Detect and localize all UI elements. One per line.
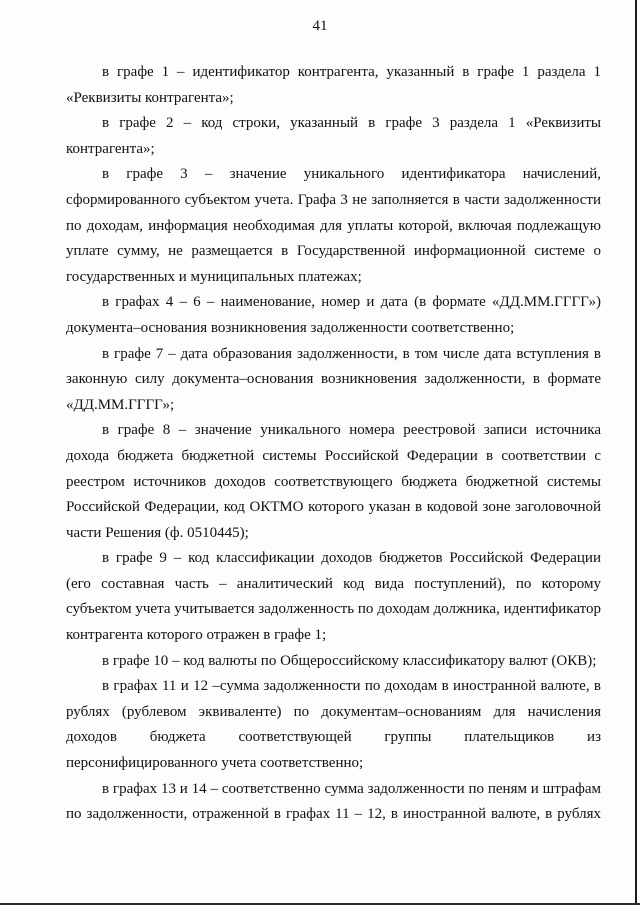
paragraph-graphs-13-14: в графах 13 и 14 – соответственно сумма задолженности по пеням и штрафам по задолженности, отраженной в графах 11 – 12, в иностранной валюте, в рублях: [66, 780, 601, 823]
paragraph-graph-10: в графе 10 – код валюты по Общероссийскому классификатору валют (ОКВ);: [102, 652, 597, 669]
paragraph-graph-8: в графе 8 – значение уникального номера реестровой записи источника дохода бюджета бюджетной системы Российской Федерации в соответствии с реестром источников доходов соответствующего бюджета бюджетной системы Российской Федерации, код ОКТМО которого указан в кодовой зоне заголовочной части Решения (ф. 0510445);: [66, 422, 601, 541]
paragraph-graph-2: в графе 2 – код строки, указанный в графе 3 раздела 1 «Реквизиты контрагента»;: [66, 115, 601, 157]
paragraph-graph-1: в графе 1 – идентификатор контрагента, указанный в графе 1 раздела 1 «Реквизиты контрагента»;: [66, 64, 601, 106]
page-number: 41: [312, 18, 328, 34]
scan-edge-right: [635, 0, 637, 905]
paragraph-graphs-11-12: в графах 11 и 12 –сумма задолженности по доходам в иностранной валюте, в рублях (рублевом эквиваленте) по документам–основаниям для начисления доходов бюджета соответствующей группы плательщиков из персонифицированного учета соответственно;: [66, 678, 601, 772]
document-body: [66, 60, 601, 828]
paragraph-graph-3: в графе 3 – значение уникального идентификатора начислений, сформированного субъектом учета. Графа 3 не заполняется в части задолженности по доходам, информация необходимая для уплаты которой, включая подлежащую уплате сумму, не размещается в Государственной информационной системе о государственных и муниципальных платежах;: [66, 166, 601, 285]
paragraph-graphs-4-6: в графах 4 – 6 – наименование, номер и дата (в формате «ДД.ММ.ГГГГ») документа–основания возникновения задолженности соответственно;: [66, 294, 601, 336]
paragraph-graph-9: в графе 9 – код классификации доходов бюджетов Российской Федерации (его составная часть – аналитический код вида поступлений), по которому субъектом учета учитывается задолженность по доходам должника, идентификатор контрагента которого отражен в графе 1;: [66, 550, 601, 644]
paragraph-graph-7: в графе 7 – дата образования задолженности, в том числе дата вступления в законную силу документа–основания возникновения задолженности, в формате «ДД.ММ.ГГГГ»;: [66, 345, 601, 413]
